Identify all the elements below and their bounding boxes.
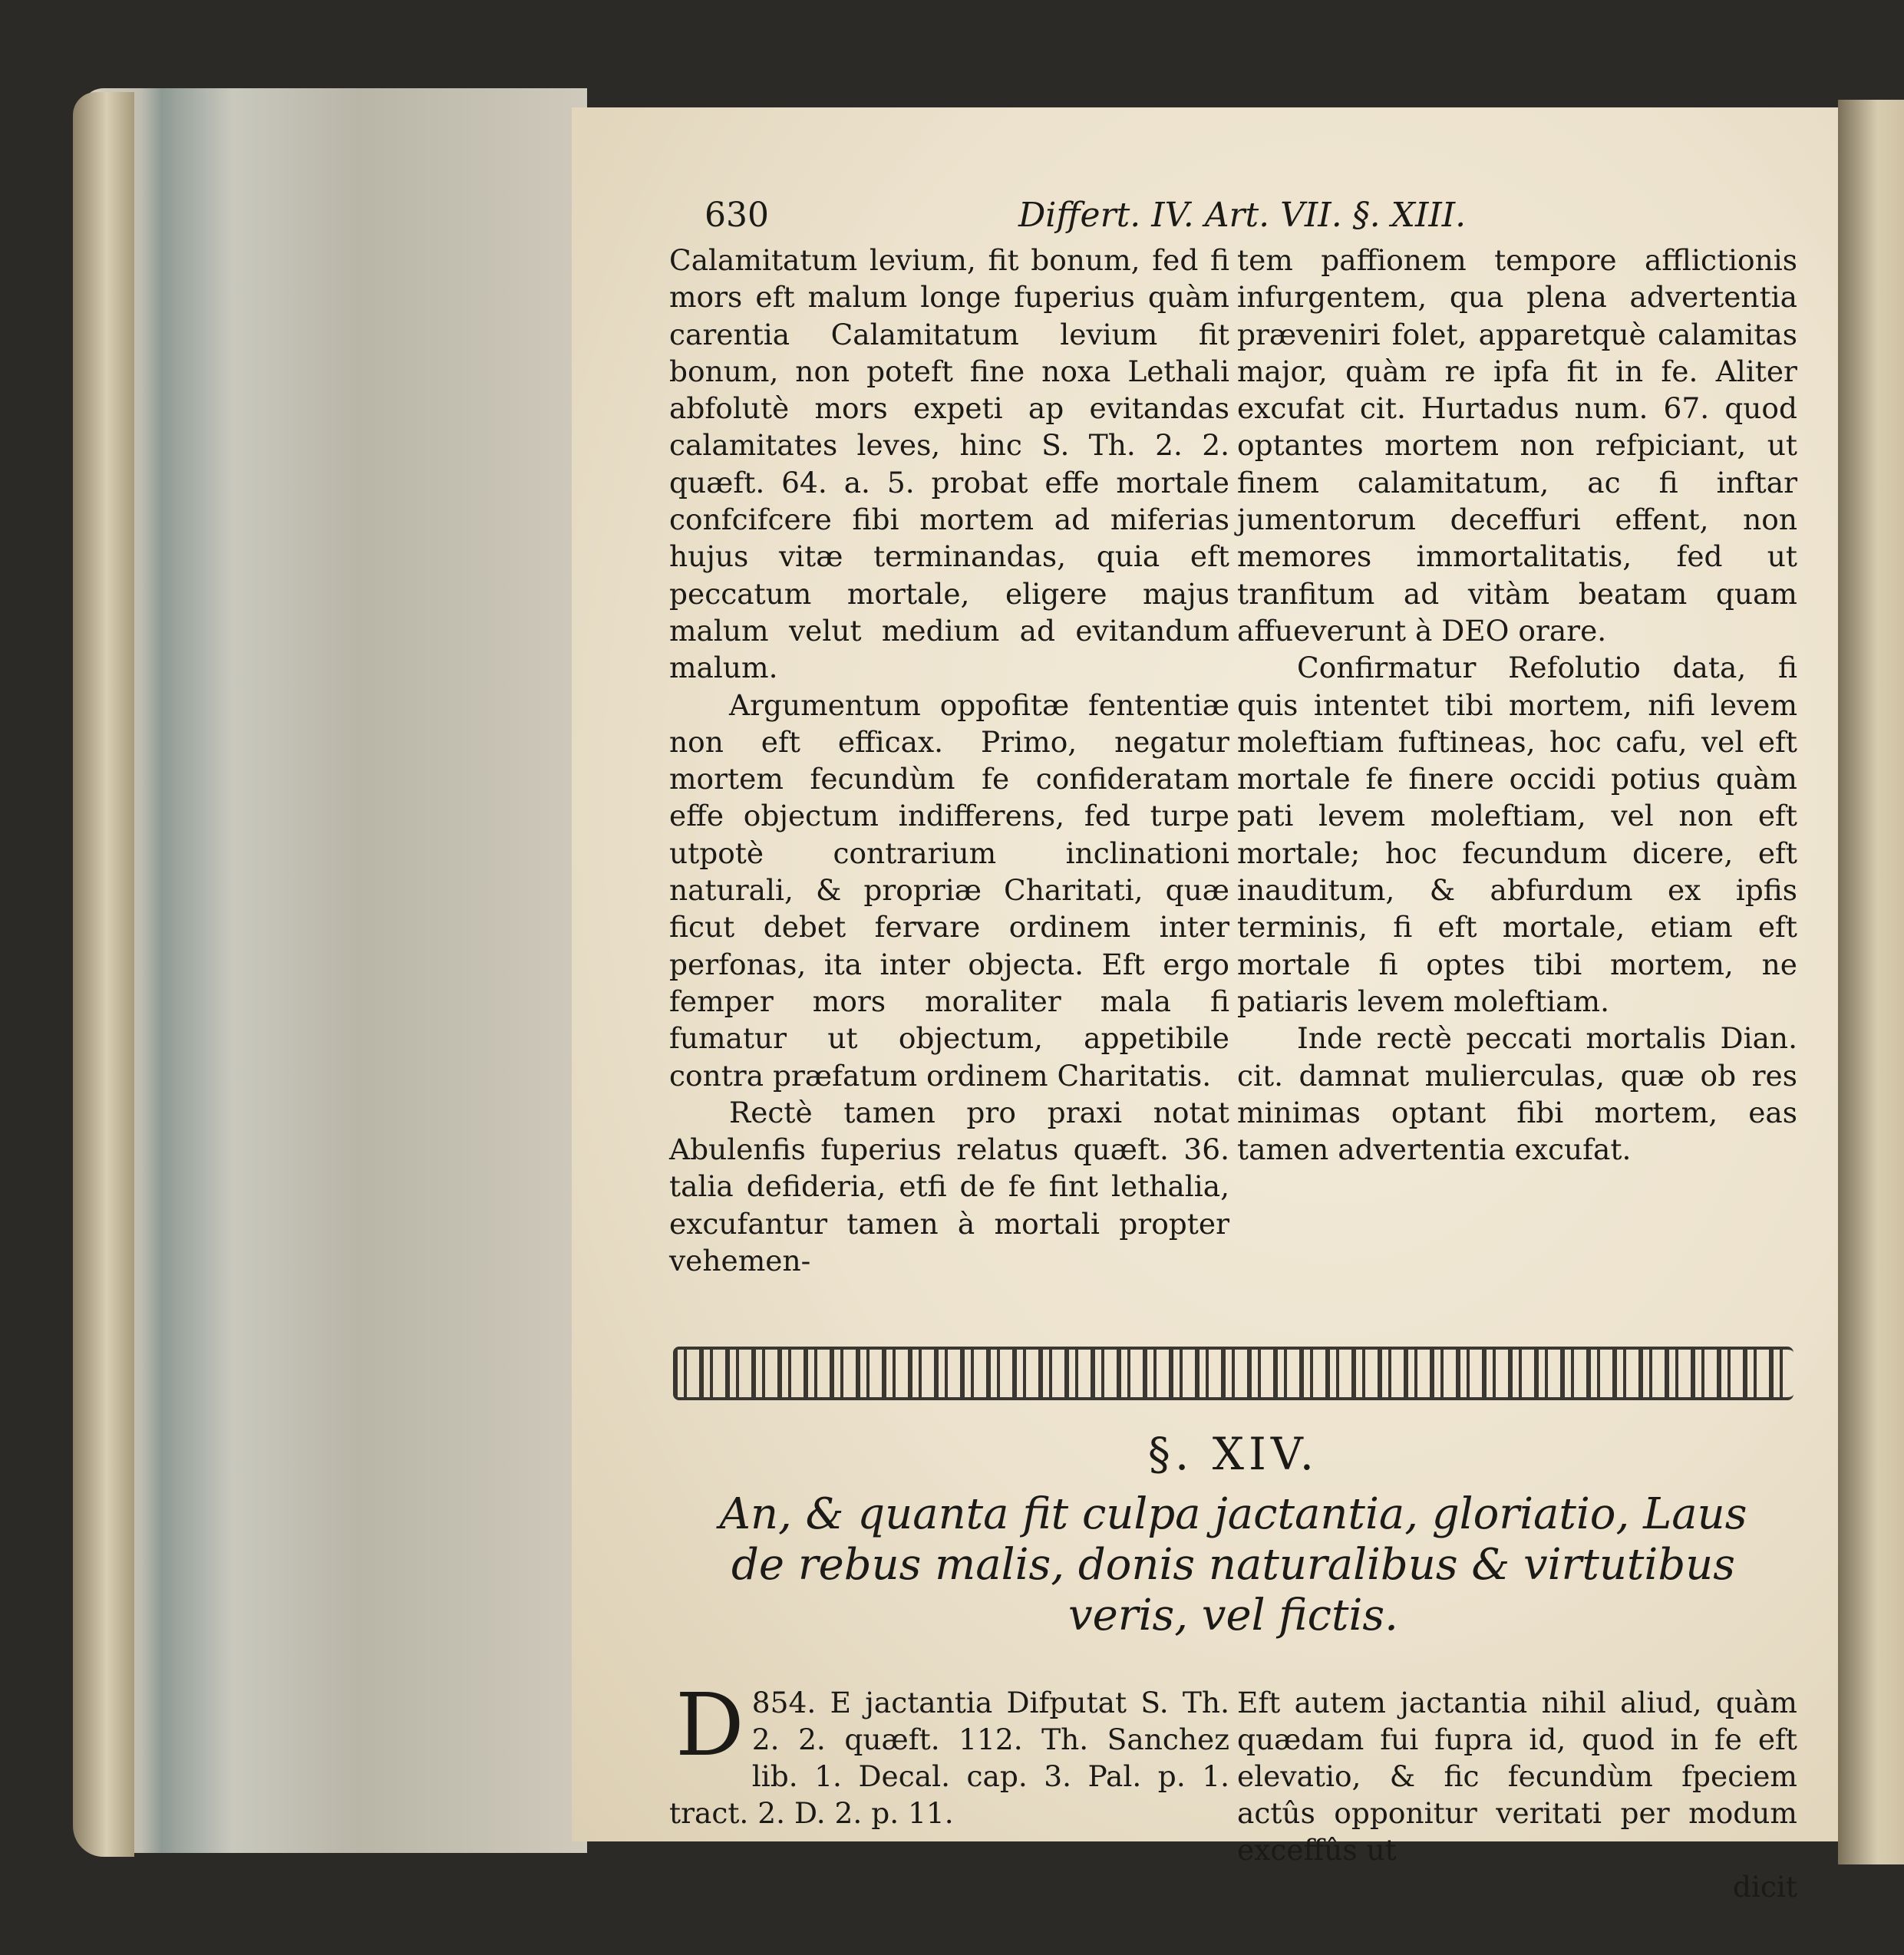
left-column — [669, 242, 1229, 1279]
paragraph: Eft autem jactantia nihil aliud, quàm quædam fui fupra id, quod in fe eft elevatio, & fic fecundùm fpeciem actûs opponitur veritati per modum exceffûs ut — [1237, 1686, 1797, 1868]
section-title — [669, 1489, 1797, 1641]
paragraph: E jactantia Difputat S. Th. 2. 2. quæft. 112. Th. Sanchez lib. 1. Decal. cap. 3. Pal. p. 1. tract. 2. D. 2. p. 11. — [669, 1686, 1229, 1831]
facing-page-edge — [1838, 100, 1904, 1864]
decorative-ornament-band — [673, 1347, 1793, 1400]
paragraph: Calamitatum levium, fit bonum, fed fi mors eft malum longe fuperius quàm carentia Calamitatum levium fit bonum, non poteft fine noxa Lethali abfolutè mors expeti ap evitandas calamitates leves, hinc S. Th. 2. 2. quæft. 64. a. 5. probat effe mortale confcifcere fibi mortem ad miferias hujus vitæ terminandas, quia eft peccatum mortale, eligere majus malum velut medium ad evitandum malum. — [669, 243, 1229, 685]
section-number: §. XIV. — [1147, 1428, 1319, 1481]
book-page-edges — [81, 88, 587, 1853]
right-column — [1237, 242, 1797, 1279]
section-text-columns — [669, 1676, 1797, 1905]
drop-capital: D — [675, 1676, 744, 1776]
bottom-left-column — [669, 1676, 1229, 1905]
paragraph: Inde rectè peccati mortalis Dian. cit. damnat mulierculas, quæ ob res minimas optant fibi mortem, eas tamen advertentia excufat. — [1237, 1021, 1797, 1167]
paragraph: tem paffionem tempore afflictionis infurgentem, qua plena advertentia præveniri folet, apparetquè calamitas major, quàm re ipfa fit in fe. Aliter excufat cit. Hurtadus num. 67. quod optantes mortem non refpiciant, ut finem calamitatum, ac fi inftar jumentorum deceffuri effent, non memores immortalitatis, fed ut tranfitum ad vitàm beatam quam affueverunt à DEO orare. — [1237, 243, 1797, 648]
running-title: Differt. IV. Art. VII. §. XIII. — [1018, 196, 1467, 235]
bottom-right-column — [1237, 1684, 1797, 1905]
catchword: dicit — [1732, 1870, 1797, 1904]
page-content — [669, 196, 1797, 1905]
book-cover-spine — [73, 92, 134, 1857]
section-title-line: veris, vel fictis. — [1068, 1591, 1398, 1641]
paragraph: Rectè tamen pro praxi notat Abulenfis fuperius relatus quæft. 36. talia defideria, etfi de fe fint lethalia, excufantur tamen à mortali propter vehemen- — [669, 1095, 1229, 1278]
section-title-line: An, & quanta fit culpa jactantia, gloriatio, Laus — [719, 1489, 1747, 1540]
section-title-line: de rebus malis, donis naturalibus & virtutibus — [731, 1540, 1735, 1591]
text-columns — [669, 242, 1797, 1279]
running-head — [669, 196, 1797, 242]
page-number: 630 — [705, 196, 769, 235]
paragraph: Argumentum oppofitæ fententiæ non eft efficax. Primo, negatur mortem fecundùm fe confideratam effe objectum indifferens, fed turpe utpotè contrarium inclinationi naturali, & propriæ Charitati, quæ ficut debet fervare ordinem inter perfonas, ita inter objecta. Eft ergo femper mors moraliter mala fi fumatur ut objectum, appetibile contra præfatum ordinem Charitatis. — [669, 687, 1229, 1093]
paragraph: Confirmatur Refolutio data, fi quis intentet tibi mortem, nifi levem moleftiam fuftineas, hoc cafu, vel eft mortale fe finere occidi potius quàm pati levem moleftiam, vel non eft mortale; hoc fecundum dicere, eft inauditum, & abfurdum ex ipfis terminis, fi eft mortale, etiam eft mortale fi optes tibi mortem, ne patiaris levem moleftiam. — [1237, 651, 1797, 1018]
paragraph-number: 854. — [751, 1686, 817, 1720]
